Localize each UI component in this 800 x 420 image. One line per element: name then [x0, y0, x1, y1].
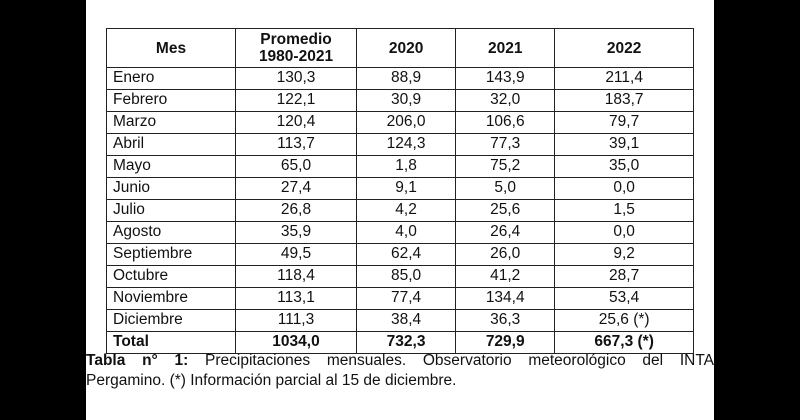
cell-value: 30,9	[357, 90, 456, 112]
table-row	[107, 178, 694, 200]
cell-value: 729,9	[456, 332, 555, 354]
cell-value: 9,2	[555, 244, 694, 266]
cell-month: Marzo	[107, 112, 236, 134]
caption-line-2: Pergamino. (*) Información parcial al 15 de diciembre.	[86, 372, 457, 389]
cell-value: 88,9	[357, 68, 456, 90]
cell-value: 4,0	[357, 222, 456, 244]
cell-month: Enero	[107, 68, 236, 90]
cell-value: 26,4	[456, 222, 555, 244]
cell-value: 130,3	[236, 68, 357, 90]
cell-value: 28,7	[555, 266, 694, 288]
cell-value: 667,3 (*)	[555, 332, 694, 354]
cell-value: 120,4	[236, 112, 357, 134]
cell-value: 206,0	[357, 112, 456, 134]
table-row	[107, 310, 694, 332]
cell-value: 0,0	[555, 178, 694, 200]
cell-month: Diciembre	[107, 310, 236, 332]
cell-value: 26,8	[236, 200, 357, 222]
cell-value: 122,1	[236, 90, 357, 112]
cell-month: Noviembre	[107, 288, 236, 310]
caption-line-1: Precipitaciones mensuales. Observatorio meteorológico del INTA	[205, 352, 714, 369]
cell-month: Julio	[107, 200, 236, 222]
table-row	[107, 200, 694, 222]
cell-value: 62,4	[357, 244, 456, 266]
cell-value: 53,4	[555, 288, 694, 310]
precipitation-table	[106, 28, 694, 354]
cell-value: 4,2	[357, 200, 456, 222]
cell-month: Agosto	[107, 222, 236, 244]
header-promedio: Promedio 1980-2021	[236, 29, 357, 68]
cell-month: Total	[107, 332, 236, 354]
table-row	[107, 112, 694, 134]
table-row	[107, 156, 694, 178]
cell-value: 77,3	[456, 134, 555, 156]
cell-value: 134,4	[456, 288, 555, 310]
table-header-row	[107, 29, 694, 68]
caption-label: Tabla n° 1:	[86, 352, 189, 369]
cell-value: 1,8	[357, 156, 456, 178]
cell-value: 106,6	[456, 112, 555, 134]
cell-value: 1,5	[555, 200, 694, 222]
cell-value: 35,0	[555, 156, 694, 178]
cell-value: 111,3	[236, 310, 357, 332]
table-row	[107, 90, 694, 112]
cell-value: 77,4	[357, 288, 456, 310]
cell-value: 36,3	[456, 310, 555, 332]
cell-value: 9,1	[357, 178, 456, 200]
header-2022: 2022	[555, 29, 694, 68]
header-2021: 2021	[456, 29, 555, 68]
cell-value: 118,4	[236, 266, 357, 288]
cell-value: 65,0	[236, 156, 357, 178]
cell-value: 1034,0	[236, 332, 357, 354]
cell-value: 113,1	[236, 288, 357, 310]
cell-value: 25,6 (*)	[555, 310, 694, 332]
table-row	[107, 222, 694, 244]
cell-value: 183,7	[555, 90, 694, 112]
header-mes: Mes	[107, 29, 236, 68]
cell-value: 113,7	[236, 134, 357, 156]
cell-value: 75,2	[456, 156, 555, 178]
cell-month: Mayo	[107, 156, 236, 178]
cell-value: 5,0	[456, 178, 555, 200]
cell-value: 79,7	[555, 112, 694, 134]
cell-month: Junio	[107, 178, 236, 200]
cell-month: Septiembre	[107, 244, 236, 266]
cell-value: 49,5	[236, 244, 357, 266]
cell-month: Abril	[107, 134, 236, 156]
cell-value: 211,4	[555, 68, 694, 90]
table-row	[107, 288, 694, 310]
cell-value: 35,9	[236, 222, 357, 244]
cell-value: 26,0	[456, 244, 555, 266]
table-row	[107, 134, 694, 156]
cell-value: 27,4	[236, 178, 357, 200]
cell-value: 41,2	[456, 266, 555, 288]
cell-month: Octubre	[107, 266, 236, 288]
table-row	[107, 266, 694, 288]
cell-value: 732,3	[357, 332, 456, 354]
table-caption	[86, 351, 714, 391]
document-page	[86, 0, 714, 420]
cell-value: 32,0	[456, 90, 555, 112]
cell-value: 25,6	[456, 200, 555, 222]
cell-value: 124,3	[357, 134, 456, 156]
cell-value: 0,0	[555, 222, 694, 244]
header-2020: 2020	[357, 29, 456, 68]
cell-value: 39,1	[555, 134, 694, 156]
cell-month: Febrero	[107, 90, 236, 112]
table-row	[107, 68, 694, 90]
cell-value: 143,9	[456, 68, 555, 90]
table-row	[107, 244, 694, 266]
cell-value: 38,4	[357, 310, 456, 332]
cell-value: 85,0	[357, 266, 456, 288]
